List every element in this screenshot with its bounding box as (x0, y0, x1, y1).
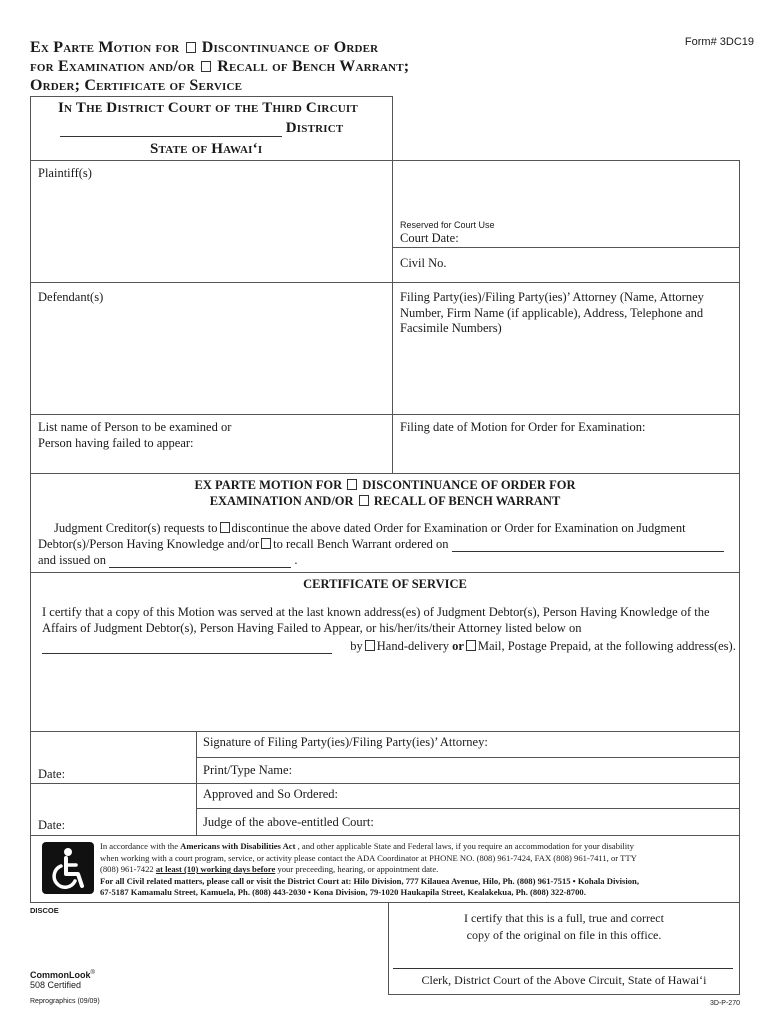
discontinuance-checkbox[interactable] (186, 42, 196, 53)
approved-label: Approved and So Ordered: (203, 787, 339, 801)
title-line-1: Ex Parte Motion for Discontinuance of Order (30, 39, 379, 56)
form-number: Form# 3DC19 (684, 36, 754, 48)
motion-section (30, 474, 740, 732)
signature-rule-1 (196, 757, 740, 758)
caption-rule-2 (392, 282, 740, 283)
accessibility-icon (42, 842, 94, 894)
civil-no-label: Civil No. (400, 256, 447, 270)
date-label-1: Date: (38, 767, 66, 781)
filing-party-label: Filing Party(ies)/Filing Party(ies)’ Attorney (Name, Attorney Number, Firm Name (if applicable), Address, Telephone and Facsimile Numbers) (400, 290, 704, 335)
clerk-label: Clerk, District Court of the Above Circuit, State of Hawai‘i (421, 973, 707, 987)
clerk-signature-line[interactable] (393, 968, 733, 969)
person-label: List name of Person to be examined or Person having failed to appear: (38, 420, 232, 450)
certificate-rule (30, 572, 740, 573)
signature-rule-3 (196, 808, 740, 809)
recall-warrant-checkbox[interactable] (261, 538, 271, 549)
mail-checkbox[interactable] (466, 640, 476, 651)
motion-heading: EX PARTE MOTION FOR DISCONTINUANCE OF ORDER FOR EXAMINATION AND/OR RECALL OF BENCH WARRANT (194, 478, 576, 508)
motion-recall-checkbox[interactable] (359, 495, 369, 506)
motion-body: Judgment Creditor(s) requests to discontinue the above dated Order for Examination or Order for Examination on Judgment Debtor(s)/Person Having Knowledge and/or to recall Bench Warrant ordered on and issued on . (40, 520, 735, 568)
print-name-label: Print/Type Name: (203, 763, 293, 777)
title-line-3: Order; Certificate of Service (30, 77, 243, 94)
form-code-discoe: DISCOE (30, 906, 59, 915)
filing-date-label: Filing date of Motion for Order for Examination: (400, 420, 646, 434)
reprographics-label: Reprographics (09/09) (30, 998, 100, 1005)
certificate-text: I certify that a copy of this Motion was served at the last known address(es) of Judgment Debtor(s), Person Having Knowledge of the Affairs of Judgment Debtor(s), Person Having Failed to Appear, or his/her/its/their Attorney listed below on by Hand-delivery or Mail, Postage Prepaid, at the following address(es). (42, 605, 736, 653)
certification-text: I certify that this is a full, true and correct copy of the original on file in this office. (464, 911, 664, 942)
service-date-field[interactable] (42, 642, 332, 654)
district-name-field[interactable] (60, 125, 282, 137)
reserved-label: Reserved for Court Use (400, 220, 495, 230)
wheelchair-icon (42, 842, 94, 894)
form-code-footer: 3D-P-270 (710, 1000, 740, 1007)
ada-notice: In accordance with the Americans with Disabilities Act , and other applicable State and Federal laws, if you require an accommodation for your disability when working with a court program, service, or activity please contact the ADA Coordinator at PHONE NO. (808) 961-7424, FAX (808) 961-7411, or TTY (808) 961-7422 at least (10) working days before your preceeding, hearing, or appointment date. For all Civil related matters, please call or visit the District Court at: Hilo Division, 777 Kilauea Avenue, Hilo, Ph. (808) 961-7515 • Kohala Division, 67-5187 Kamamalu Street, Kamuela, Ph. (808) 443-2030 • Kona Division, 79-1020 Haukapila Street, Kealakekua, Ph. (808) 322-8700. (100, 841, 639, 898)
caption-rule-1 (392, 247, 740, 248)
caption-divider (392, 160, 393, 474)
title-line-2: for Examination and/or Recall of Bench Warrant; (30, 58, 410, 75)
judge-label: Judge of the above-entitled Court: (203, 815, 374, 829)
court-date-label: Court Date: (400, 231, 459, 245)
caption-rule-3 (30, 282, 393, 283)
certificate-heading: CERTIFICATE OF SERVICE (303, 577, 467, 591)
hand-delivery-checkbox[interactable] (365, 640, 375, 651)
recall-checkbox[interactable] (201, 61, 211, 72)
caption-rule-4 (30, 414, 740, 415)
court-name: In The District Court of the Third Circuit (58, 100, 358, 116)
signature-rule-2 (30, 783, 740, 784)
district-row: District (60, 120, 343, 137)
signature-label: Signature of Filing Party(ies)/Filing Party(ies)’ Attorney: (203, 735, 488, 749)
discontinue-order-checkbox[interactable] (220, 522, 230, 533)
signature-divider (196, 732, 197, 836)
warrant-ordered-date-field[interactable] (452, 540, 724, 552)
plaintiff-label: Plaintiff(s) (38, 166, 92, 180)
state-name: State of Hawai‘i (150, 141, 263, 157)
form-title (30, 38, 409, 95)
date-label-2: Date: (38, 818, 66, 832)
defendant-label: Defendant(s) (38, 290, 104, 304)
warrant-issued-date-field[interactable] (109, 556, 291, 568)
commonlook-logo: CommonLook® 508 Certified (30, 970, 95, 990)
motion-discontinuance-checkbox[interactable] (347, 479, 357, 490)
